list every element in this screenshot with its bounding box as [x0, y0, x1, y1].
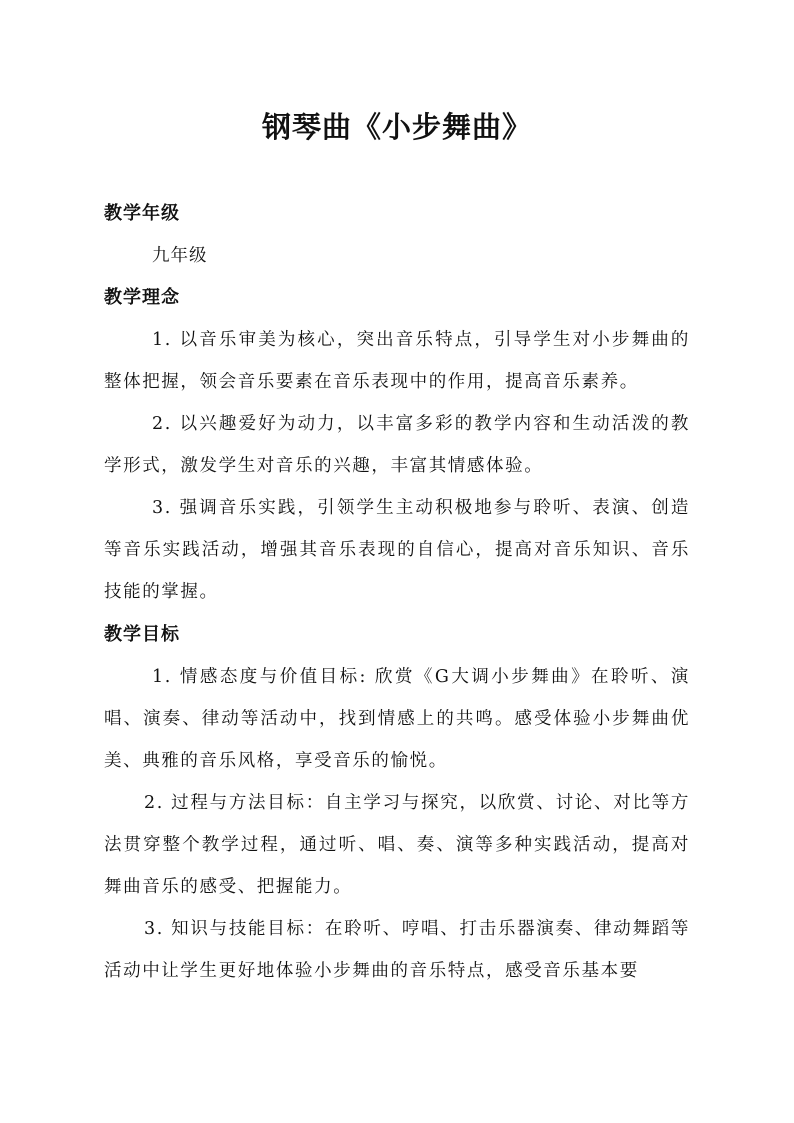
section-heading-philosophy: 教学理念: [104, 287, 180, 308]
objective-item-3: 3. 知识与技能目标：在聆听、哼唱、打击乐器演奏、律动舞蹈等活动中让学生更好地体验小步舞曲的音乐特点，感受音乐基本要: [104, 919, 690, 981]
philosophy-item-3: 3. 强调音乐实践，引领学生主动积极地参与聆听、表演、创造等音乐实践活动，增强其音乐表现的自信心，提高对音乐知识、音乐技能的掌握。: [104, 498, 690, 602]
grade-value: 九年级: [152, 246, 208, 266]
philosophy-item-1: 1. 以音乐审美为核心，突出音乐特点，引导学生对小步舞曲的整体把握，领会音乐要素在音乐表现中的作用，提高音乐素养。: [104, 330, 690, 392]
section-heading-objectives: 教学目标: [104, 624, 180, 645]
objective-item-1: 1. 情感态度与价值目标: 欣赏《G大调小步舞曲》在聆听、演唱、演奏、律动等活动中，找到情感上的共鸣。感受体验小步舞曲优美、典雅的音乐风格，享受音乐的愉悦。: [104, 667, 690, 771]
philosophy-item-2: 2. 以兴趣爱好为动力，以丰富多彩的教学内容和生动活泼的教学形式，激发学生对音乐的兴趣，丰富其情感体验。: [104, 414, 690, 476]
section-heading-grade: 教学年级: [104, 203, 180, 224]
page-title: 钢琴曲《小步舞曲》: [261, 110, 532, 144]
objective-item-2: 2. 过程与方法目标：自主学习与探究，以欣赏、讨论、对比等方法贯穿整个教学过程，通过听、唱、奏、演等多种实践活动，提高对舞曲音乐的感受、把握能力。: [104, 793, 690, 897]
